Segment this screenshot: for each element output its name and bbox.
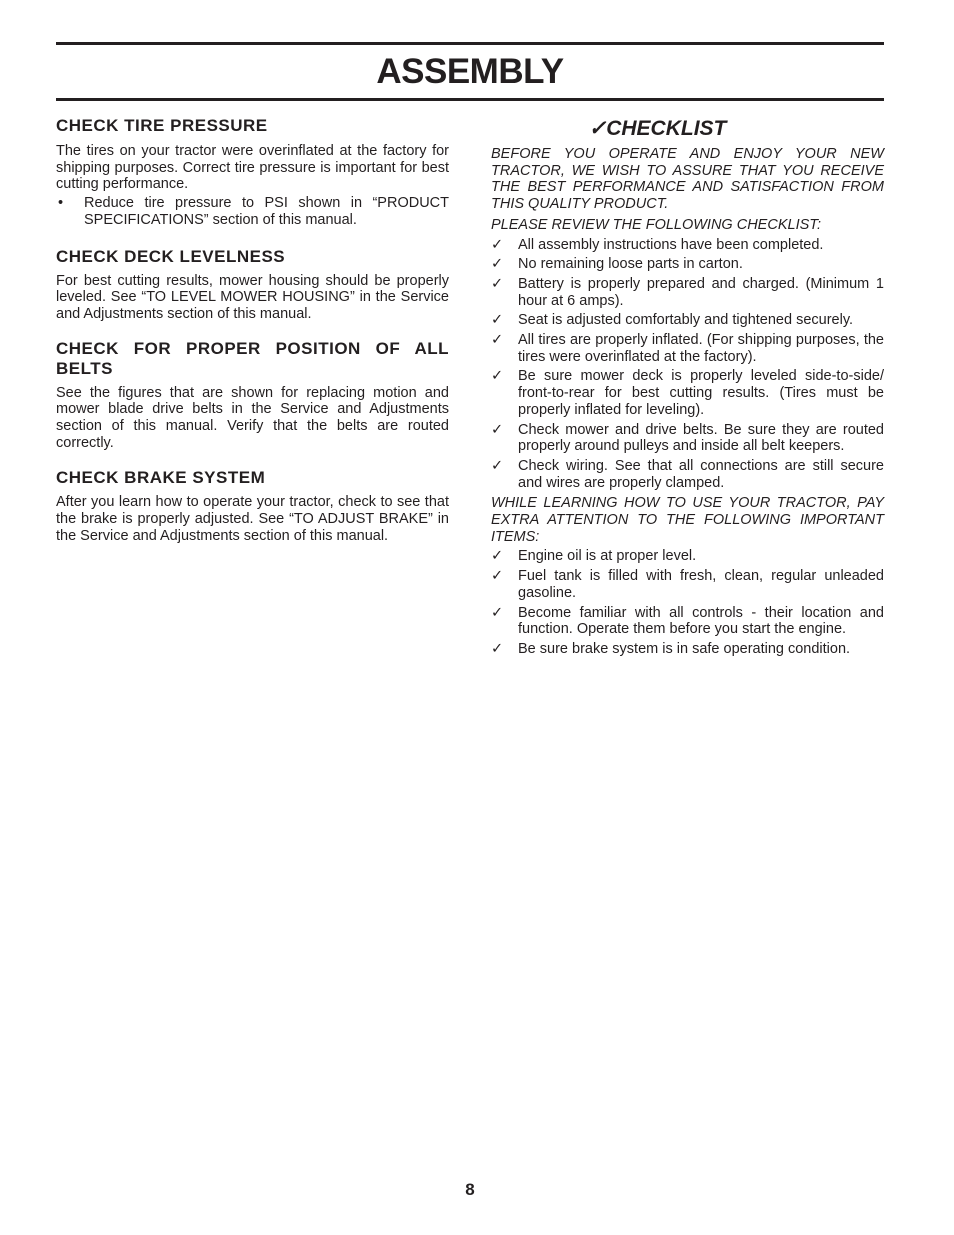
checklist-intro: BEFORE YOU OPERATE AND ENJOY YOUR NEW TRACTOR, WE WISH TO ASSURE THAT YOU RECEIVE THE BEST PERFORMANCE AND SATISFACTION FROM THIS QUALITY PRODUCT. [491, 146, 884, 213]
learning-item [491, 548, 884, 565]
checklist-item-text: Check mower and drive belts. Be sure they are routed properly around pulleys and inside all belt keepers. [518, 421, 884, 455]
header-rule-bottom [56, 98, 884, 101]
checklist-item [491, 332, 884, 365]
learning-item [491, 641, 884, 658]
bullet-icon: • [58, 195, 64, 212]
section-body: The tires on your tractor were overinflated at the factory for shipping purposes. Correct tire pressure is important for best cutting performance. [56, 143, 449, 193]
section-check-belts [56, 339, 449, 452]
section-body: See the figures that are shown for replacing motion and mower blade drive belts in the Service and Adjustments section of this manual. Verify that the belts are routed correctly. [56, 384, 449, 451]
checklist [491, 237, 884, 492]
section-check-tire-pressure [56, 116, 449, 229]
learning-item-text: Be sure brake system is in safe operating condition. [518, 640, 851, 657]
learning-item [491, 605, 884, 638]
checkmark-icon: ✓ [491, 312, 504, 329]
checkmark-icon: ✓ [491, 256, 504, 273]
page-number: 8 [465, 1180, 475, 1199]
checklist-item [491, 422, 884, 455]
bullet-text: Reduce tire pressure to PSI shown in “PRODUCT SPECIFICATIONS” section of this manual. [84, 195, 449, 228]
learning-item-text: Fuel tank is filled with fresh, clean, regular unleaded gasoline. [518, 568, 884, 601]
bullet-item [56, 195, 449, 228]
header-rule-top [56, 42, 884, 45]
checkmark-icon: ✓ [491, 236, 504, 253]
section-body: For best cutting results, mower housing should be properly leveled. See “TO LEVEL MOWER HOUSING” in the Service and Adjustments section of this manual. [56, 272, 449, 322]
learning-item-text: Become familiar with all controls - their location and function. Operate them before you start the engine. [518, 604, 884, 638]
checklist-title: ✓CHECKLIST [588, 117, 727, 140]
section-body: After you learn how to operate your tractor, check to see that the brake is properly adjusted. See “TO ADJUST BRAKE” in the Service and Adjustments section of this manual. [56, 494, 449, 544]
checkmark-icon: ✓ [491, 457, 504, 474]
section-heading: CHECK DECK LEVELNESS [56, 246, 286, 266]
checklist-item [491, 312, 884, 329]
checklist-item-text: Battery is properly prepared and charged. (Minimum 1 hour at 6 amps). [518, 275, 884, 309]
section-check-brake-system [56, 468, 449, 544]
checkmark-icon: ✓ [491, 640, 504, 657]
left-column [56, 116, 449, 545]
learning-item [491, 568, 884, 601]
checkmark-icon: ✓ [491, 332, 504, 349]
checklist-item-text: Check wiring. See that all connections are still secure and wires are properly clamped. [518, 457, 884, 491]
checkmark-icon: ✓ [491, 368, 504, 385]
section-heading: CHECK FOR PROPER POSITION OF ALL BELTS [56, 338, 449, 378]
checklist-item [491, 458, 884, 491]
checkmark-icon: ✓ [491, 421, 504, 438]
learning-list [491, 548, 884, 657]
checklist-review-prompt: PLEASE REVIEW THE FOLLOWING CHECKLIST: [491, 216, 822, 233]
checklist-item [491, 368, 884, 418]
checklist-item [491, 256, 884, 273]
checkmark-icon: ✓ [491, 568, 504, 585]
checklist-item [491, 276, 884, 309]
checklist-item [491, 237, 884, 254]
right-column [491, 116, 884, 658]
checklist-item-text: No remaining loose parts in carton. [518, 256, 743, 273]
checkmark-icon: ✓ [491, 604, 504, 621]
section-heading: CHECK BRAKE SYSTEM [56, 468, 266, 488]
checklist-item-text: All assembly instructions have been completed. [518, 236, 824, 253]
section-heading: CHECK TIRE PRESSURE [56, 116, 268, 135]
checklist-item-text: All tires are properly inflated. (For shipping purposes, the tires were overinflated at the factory). [518, 332, 884, 365]
checkmark-icon: ✓ [491, 548, 504, 565]
checklist-item-text: Be sure mower deck is properly leveled side-to-side/ front-to-rear for best cutting results. (Tires must be properly inflated for leveling). [518, 368, 884, 418]
learning-prompt: WHILE LEARNING HOW TO USE YOUR TRACTOR, PAY EXTRA ATTENTION TO THE FOLLOWING IMPORTANT ITEMS: [491, 495, 884, 545]
section-check-deck-levelness [56, 247, 449, 323]
checkmark-icon: ✓ [491, 275, 504, 292]
learning-item-text: Engine oil is at proper level. [518, 548, 697, 565]
checklist-item-text: Seat is adjusted comfortably and tightened securely. [518, 312, 854, 329]
page-title: ASSEMBLY [376, 52, 564, 91]
